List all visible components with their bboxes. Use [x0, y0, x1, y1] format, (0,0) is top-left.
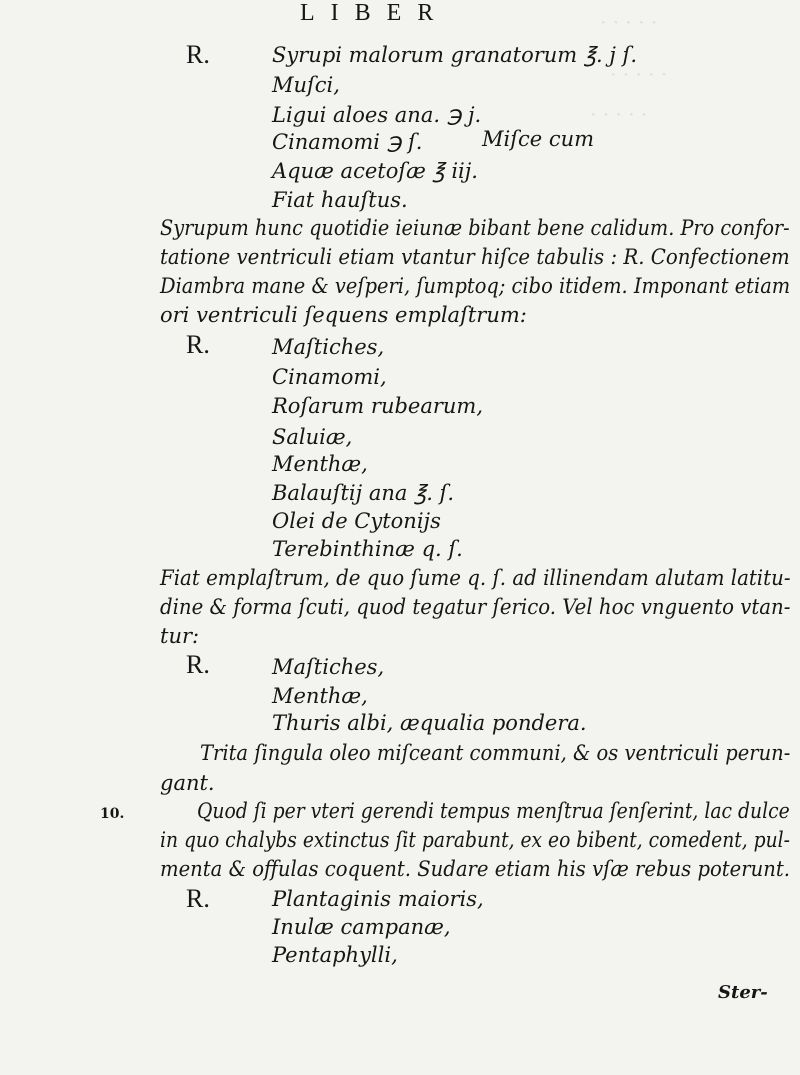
text-line: gant.	[160, 771, 215, 795]
margin-number: 10.	[100, 806, 125, 822]
bleed-through-texture: · · · · · · · · · · · · · · ·	[590, 10, 668, 126]
ingredient-line: Aquæ acetoſæ ℥ iij.	[272, 159, 478, 183]
recipe-symbol: R.	[186, 884, 210, 913]
ingredient-line: Pentaphylli,	[272, 943, 398, 967]
text-line: tatione ventriculi etiam vtantur hiſce tabulis : R. Confectionem	[160, 245, 790, 269]
ingredient-line: Inulæ campanæ,	[272, 915, 451, 939]
ingredient-line: Cinamomi,	[272, 365, 387, 389]
ingredient-line: Syrupi malorum granatorum ℥. j ſ.	[272, 43, 637, 67]
ingredient-line: Muſci,	[272, 73, 340, 97]
ingredient-line: Fiat hauſtus.	[272, 188, 408, 212]
text-line: Diambra mane & veſperi, ſumptoq; cibo itidem. Imponant etiam	[160, 274, 791, 298]
side-note: Miſce cum	[482, 127, 595, 151]
recipe-symbol: R.	[186, 650, 210, 679]
ingredient-line: Balauſtij ana ℥. ſ.	[272, 481, 454, 505]
text-line: ori ventriculi ſequens emplaſtrum:	[160, 303, 527, 327]
ingredient-line: Maſtiches,	[272, 335, 385, 359]
catchword: Ster-	[718, 982, 768, 1003]
ingredient-line: Menthæ,	[272, 684, 368, 708]
text-line: tur:	[160, 624, 200, 648]
ingredient-line: Cinamomi ℈ ſ.	[272, 130, 423, 154]
text-line: Syrupum hunc quotidie ieiunæ bibant bene calidum. Pro confor-	[160, 216, 790, 240]
text-line: Trita ſingula oleo miſceant communi, & os ventriculi perun-	[200, 741, 791, 765]
text-line: Fiat emplaſtrum, de quo ſume q. ſ. ad illinendam alutam latitu-	[160, 566, 791, 590]
ingredient-line: Thuris albi, æqualia pondera.	[272, 711, 587, 735]
ingredient-line: Menthæ,	[272, 452, 368, 476]
ingredient-line: Saluiæ,	[272, 425, 353, 449]
text-line: dine & forma ſcuti, quod tegatur ſerico. Vel hoc vnguento vtan-	[160, 595, 791, 619]
ingredient-line: Olei de Cytonijs	[272, 509, 441, 533]
ingredient-line: Ligui aloes ana. ℈ j.	[272, 103, 482, 127]
running-header: LIBER	[300, 0, 450, 26]
ingredient-line: Roſarum rubearum,	[272, 394, 484, 418]
recipe-symbol: R.	[186, 330, 210, 359]
ingredient-line: Plantaginis maioris,	[272, 887, 484, 911]
recipe-symbol: R.	[186, 40, 210, 69]
ingredient-line: Terebinthinæ q. ſ.	[272, 537, 463, 561]
text-line: in quo chalybs extinctus ſit parabunt, ex eo bibent, comedent, pul-	[160, 828, 790, 852]
text-line: menta & offulas coquent. Sudare etiam his vſæ rebus poterunt.	[160, 857, 790, 881]
text-line: Quod ſi per vteri gerendi tempus menſtrua ſenſerint, lac dulce	[197, 799, 790, 823]
ingredient-line: Maſtiches,	[272, 655, 385, 679]
